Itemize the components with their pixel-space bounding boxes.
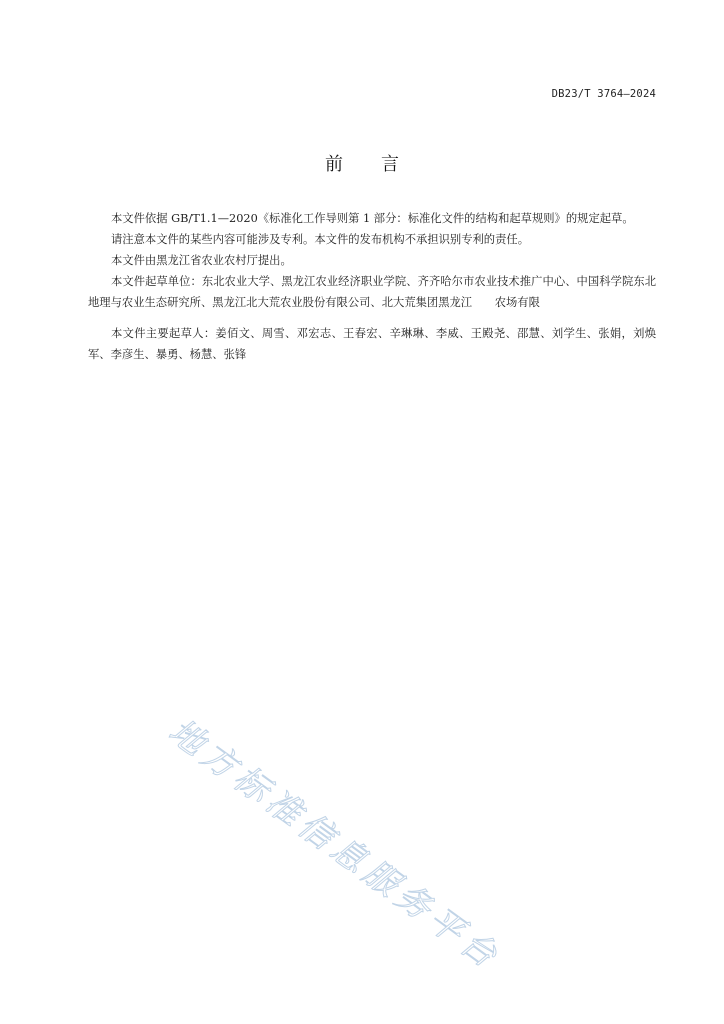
paragraph-proposer: 本文件由黑龙江省农业农村厅提出。 bbox=[111, 254, 292, 267]
paragraph-spacer bbox=[88, 313, 656, 323]
heading-char-2: 言 bbox=[381, 154, 399, 175]
heading-char-1: 前 bbox=[325, 154, 343, 175]
paragraph-drafting-units: 本文件起草单位：东北农业大学、黑龙江农业经济职业学院、齐齐哈尔市农业技术推广中心、中国科学院东北地理与农业生态研究所、黑龙江北大荒农业股份有限公司、北大荒集团黑龙江 农场有限 bbox=[88, 275, 656, 309]
section-heading-foreword bbox=[0, 150, 724, 176]
document-code: DB23/T 3764—2024 bbox=[551, 88, 656, 100]
paragraph-basis: 本文件依据 GB/T1.1—2020《标准化工作导则第 1 部分：标准化文件的结构和起草规则》的规定起草。 bbox=[111, 212, 634, 225]
paragraph-drafters: 本文件主要起草人：姜佰文、周雪、邓宏志、王春宏、辛琳琳、李威、王殿尧、邵慧、刘学生、张娟，刘焕军、李彦生、暴勇、杨慧、张锋 bbox=[88, 327, 656, 361]
foreword-body bbox=[88, 208, 656, 365]
paragraph-patent-notice: 请注意本文件的某些内容可能涉及专利。本文件的发布机构不承担识别专利的责任。 bbox=[111, 233, 529, 246]
watermark-text: 地方标准信息服务平台 bbox=[161, 711, 509, 979]
